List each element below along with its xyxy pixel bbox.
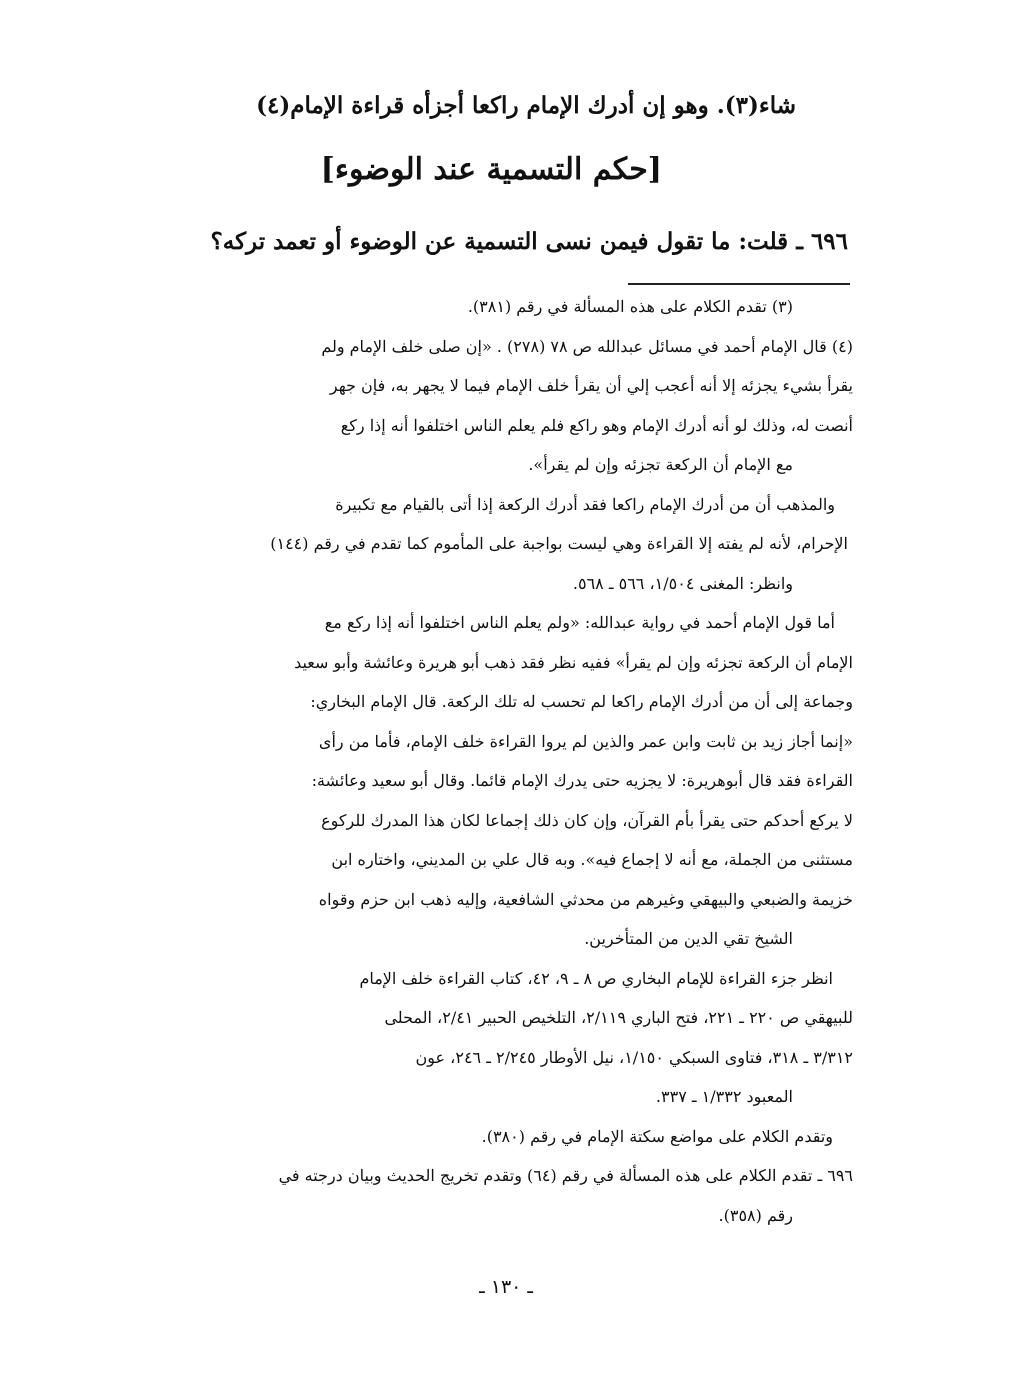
continuation-line: شاء(٣). وهو إن أدرك الإمام راكعا أجزأه قراءة الإمام(٤): [256, 92, 796, 119]
footnote-line: مستثنى من الجملة، مع أنه لا إجماع فيه». وبه قال علي بن المديني، واختاره ابن: [331, 850, 853, 869]
footnote-line: ٣/٣١٢ ـ ٣١٨، فتاوى السبكي ١/١٥٠، نيل الأوطار ٢/٢٤٥ ـ ٢٤٦، عون: [415, 1048, 853, 1067]
footnote-line: (٤) قال الإمام أحمد في مسائل عبدالله ص ٧٨ (٢٧٨) . «إن صلى خلف الإمام ولم: [321, 337, 853, 356]
footnote-line: خزيمة والضبعي والبيهقي وغيرهم من محدثي الشافعية، وإليه ذهب ابن حزم وقواه: [318, 890, 853, 909]
footnote-line: للبيهقي ص ٢٢٠ ـ ٢٢١، فتح الباري ٢/١١٩، التلخيص الحبير ٢/٤١، المحلى: [384, 1008, 853, 1027]
footnote-line: وجماعة إلى أن من أدرك الإمام راكعا لم تحسب له تلك الركعة. قال الإمام البخاري:: [310, 692, 853, 711]
footnote-line: وتقدم الكلام على مواضع سكتة الإمام في رقم (٣٨٠).: [481, 1127, 833, 1146]
footnote-line: القراءة فقد قال أبوهريرة: لا يجزيه حتى يدرك الإمام قائما. وقال أبو سعيد وعائشة:: [311, 771, 853, 790]
question-line: ٦٩٦ ـ قلت: ما تقول فيمن نسى التسمية عن الوضوء أو تعمد تركه؟: [210, 228, 848, 255]
footnote-line: يقرأ بشيء يجزئه إلا أنه أعجب إلي أن يقرأ خلف الإمام فيما لا يجهر به، فإن جهر: [329, 376, 853, 395]
footnote-line: رقم (٣٥٨).: [718, 1206, 793, 1225]
page-number: ـ ١٣٠ ـ: [479, 1276, 533, 1298]
footnote-line: (٣) تقدم الكلام على هذه المسألة في رقم (٣٨١).: [467, 297, 793, 316]
footnote-line: الشيخ تقي الدين من المتأخرين.: [584, 929, 793, 948]
footnote-divider: [628, 283, 850, 285]
footnote-line: وانظر: المغنى ١/٥٠٤، ٥٦٦ ـ ٥٦٨.: [572, 574, 793, 593]
footnote-line: «إنما أجاز زيد بن ثابت وابن عمر والذين لم يروا القراءة خلف الإمام، فأما من رأى: [318, 732, 853, 751]
footnote-line: ٦٩٦ ـ تقدم الكلام على هذه المسألة في رقم (٦٤) وتقدم تخريج الحديث وبيان درجته في: [278, 1166, 853, 1185]
footnote-line: الإحرام، لأنه لم يفته إلا القراءة وهي ليست بواجبة على المأموم كما تقدم في رقم (١٤٤): [270, 534, 848, 553]
footnote-line: مع الإمام أن الركعة تجزئه وإن لم يقرأ».: [528, 455, 793, 474]
footnote-line: أنصت له، وذلك لو أنه أدرك الإمام وهو راكع فلم يعلم الناس اختلفوا أنه إذا ركع: [340, 416, 853, 435]
footnote-line: الإمام أن الركعة تجزئه وإن لم يقرأ» ففيه نظر فقد ذهب أبو هريرة وعائشة وأبو سعيد: [294, 653, 853, 672]
section-heading: [حكم التسمية عند الوضوء]: [320, 152, 662, 187]
footnote-line: انظر جزء القراءة للإمام البخاري ص ٨ ـ ٩، ٤٢، كتاب القراءة خلف الإمام: [359, 969, 833, 988]
footnote-line: المعبود ١/٣٣٢ ـ ٣٣٧.: [655, 1087, 793, 1106]
footnote-line: لا يركع أحدكم حتى يقرأ بأم القرآن، وإن كان ذلك إجماعا لكان هذا المدرك للركوع: [321, 811, 853, 830]
footnote-line: أما قول الإمام أحمد في رواية عبدالله: «ولم يعلم الناس اختلفوا أنه إذا ركع مع: [324, 613, 835, 632]
footnote-line: والمذهب أن من أدرك الإمام راكعا فقد أدرك الركعة إذا أتى بالقيام مع تكبيرة: [335, 495, 835, 514]
